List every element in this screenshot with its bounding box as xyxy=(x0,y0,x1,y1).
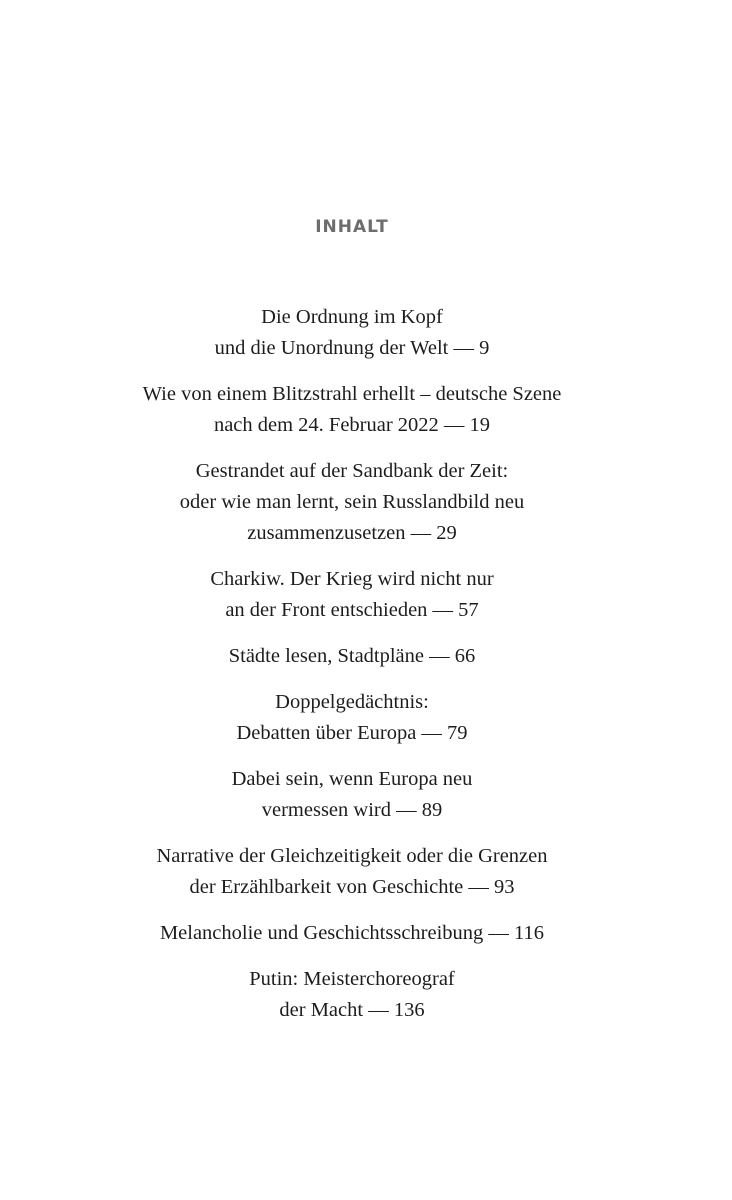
toc-entry-line: nach dem 24. Februar 2022 — 19 xyxy=(213,414,491,436)
toc-entry-line: der Macht — 136 xyxy=(279,999,425,1021)
toc-entry xyxy=(0,456,704,549)
toc-entry xyxy=(0,841,704,903)
toc-entry-line: Charkiw. Der Krieg wird nicht nur xyxy=(210,568,494,590)
toc-entry-line: Wie von einem Blitzstrahl erhellt – deutsche Szene xyxy=(142,383,562,405)
toc-entry-line: Gestrandet auf der Sandbank der Zeit: xyxy=(195,460,509,482)
toc-entry-line: Debatten über Europa — 79 xyxy=(236,722,468,744)
toc-entry xyxy=(0,918,704,949)
toc-entry xyxy=(0,687,704,749)
toc-entry xyxy=(0,964,704,1026)
toc-entry-line: Putin: Meisterchoreograf xyxy=(249,968,455,990)
table-of-contents xyxy=(0,302,704,1041)
toc-entry xyxy=(0,764,704,826)
toc-entry-line: vermessen wird — 89 xyxy=(261,799,443,821)
toc-entry-line: der Erzählbarkeit von Geschichte — 93 xyxy=(189,876,515,898)
toc-heading: INHALT xyxy=(315,217,389,237)
toc-entry-line: oder wie man lernt, sein Russlandbild neu xyxy=(179,491,525,513)
toc-entry-line: und die Unordnung der Welt — 9 xyxy=(214,337,490,359)
toc-entry-line: Die Ordnung im Kopf xyxy=(261,306,443,328)
toc-entry-line: zusammenzusetzen — 29 xyxy=(247,522,457,544)
toc-entry-line: Städte lesen, Stadtpläne — 66 xyxy=(228,645,476,667)
toc-entry xyxy=(0,302,704,364)
toc-entry-line: Doppelgedächtnis: xyxy=(275,691,429,713)
toc-entry-line: an der Front entschieden — 57 xyxy=(225,599,479,621)
toc-entry-line: Dabei sein, wenn Europa neu xyxy=(231,768,473,790)
toc-entry xyxy=(0,564,704,626)
toc-entry-line: Melancholie und Geschichtsschreibung — 116 xyxy=(159,922,545,944)
toc-entry xyxy=(0,641,704,672)
toc-entry-line: Narrative der Gleichzeitigkeit oder die Grenzen xyxy=(156,845,548,867)
toc-entry xyxy=(0,379,704,441)
